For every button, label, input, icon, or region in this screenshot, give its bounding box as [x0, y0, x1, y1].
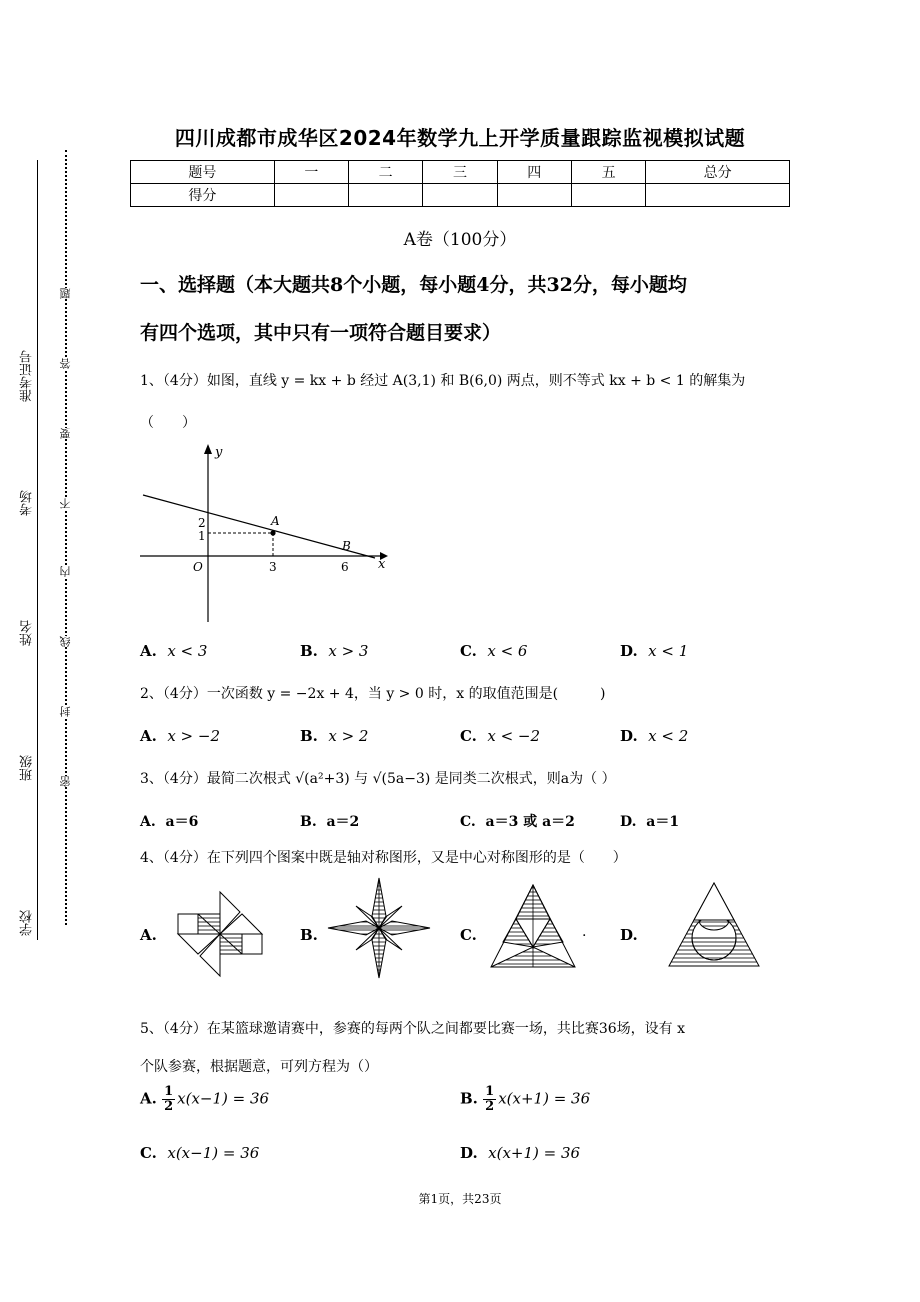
graph-x-label: x	[378, 557, 386, 572]
option-label: C.	[460, 642, 477, 660]
option-value: a＝2	[326, 814, 360, 830]
fraction-denominator: 2	[164, 1099, 174, 1114]
fraction-half	[162, 1085, 175, 1114]
sidebar-field-exam-id: 准考证号	[20, 350, 35, 402]
question-2-option-b[interactable]	[300, 727, 368, 745]
graph-y-label: y	[215, 445, 223, 460]
cut-char: 不	[59, 498, 72, 509]
score-table-row	[131, 184, 790, 207]
graph-tick-1: 1	[198, 529, 206, 543]
fraction-numerator: 1	[164, 1084, 174, 1099]
score-header-cell: 题号	[131, 161, 275, 184]
option-label: B.	[460, 1089, 478, 1108]
question-4-option-c[interactable]: C.	[460, 926, 477, 944]
score-header-cell: 二	[349, 161, 423, 184]
sidebar-field-room: 考场	[20, 490, 35, 516]
option-label: C.	[460, 727, 477, 745]
question-3-option-b[interactable]	[300, 811, 359, 831]
cut-char: 内	[59, 566, 72, 577]
question-3-stem: 3、（4分）最简二次根式 √(a²+3) 与 √(5a−3) 是同类二次根式，则a为（ ）	[140, 771, 616, 787]
option-label: D.	[620, 814, 637, 830]
cut-char: 线	[59, 636, 72, 647]
page-footer: 第1页，共23页	[418, 1192, 502, 1206]
option-value: x > 3	[328, 642, 369, 660]
question-1-option-a[interactable]	[140, 642, 207, 660]
question-2-option-c[interactable]	[460, 727, 540, 745]
score-header-cell: 五	[571, 161, 645, 184]
question-1-paren: （ ）	[140, 415, 196, 431]
option-label: D.	[620, 727, 638, 745]
question-1-graph	[135, 440, 395, 625]
cut-char: 答	[59, 358, 72, 369]
compass-star-figure	[326, 876, 432, 980]
option-value: x(x+1) = 36	[488, 1144, 581, 1162]
score-cell[interactable]	[274, 184, 348, 207]
sidebar-field-class: 班级	[20, 755, 35, 781]
score-cell[interactable]	[571, 184, 645, 207]
question-5-stem-line1: 5、（4分）在某篮球邀请赛中，参赛的每两个队之间都要比赛一场，共比赛36场，设有 x	[140, 1021, 685, 1037]
option-label: A.	[140, 642, 157, 660]
cut-char: 题	[59, 288, 72, 299]
option-label: B.	[300, 642, 318, 660]
section-heading-cont: 有四个选项，其中只有一项符合题目要求）	[140, 322, 502, 344]
option-value: x < 3	[167, 642, 208, 660]
option-label: B.	[300, 727, 318, 745]
option-label: C.	[460, 814, 476, 830]
option-value: x < −2	[487, 727, 541, 745]
score-row-label: 得分	[131, 184, 275, 207]
score-cell[interactable]	[423, 184, 497, 207]
option-value: x < 1	[648, 642, 689, 660]
score-table-header	[131, 161, 790, 184]
option-value: x < 2	[648, 727, 689, 745]
option-label: A.	[140, 727, 157, 745]
score-header-cell: 三	[423, 161, 497, 184]
option-label: B.	[300, 814, 317, 830]
cut-char: 封	[59, 706, 72, 717]
option-c-dot: .	[582, 924, 587, 940]
cut-char: 密	[59, 776, 72, 787]
question-4-stem: 4、（4分）在下列四个图案中既是轴对称图形，又是中心对称图形的是（ ）	[140, 850, 627, 866]
cut-char: 要	[59, 428, 72, 439]
option-label: D.	[620, 642, 638, 660]
option-label: D.	[460, 1144, 478, 1162]
question-4-option-b[interactable]: B.	[300, 926, 318, 944]
fraction-denominator: 2	[485, 1099, 495, 1114]
option-value: x(x+1) = 36	[498, 1089, 591, 1108]
section-juan: A卷（100分）	[403, 230, 517, 250]
question-3-option-c[interactable]	[460, 811, 575, 831]
question-1-option-d[interactable]	[620, 642, 688, 660]
option-label: C.	[140, 1144, 157, 1162]
score-cell[interactable]	[646, 184, 790, 207]
question-2-option-d[interactable]	[620, 727, 688, 745]
question-5-option-c[interactable]	[140, 1144, 259, 1162]
binding-line	[37, 160, 38, 940]
cut-line	[65, 150, 67, 925]
question-2-option-a[interactable]	[140, 727, 220, 745]
score-header-cell: 四	[497, 161, 571, 184]
graph-tick-6: 6	[341, 560, 349, 574]
option-value: a＝1	[646, 814, 680, 830]
triangle-figure-c	[488, 882, 578, 970]
question-5-stem-line2: 个队参赛，根据题意，可列方程为（）	[140, 1059, 378, 1075]
section-heading: 一、选择题（本大题共8个小题，每小题4分，共32分，每小题均	[140, 274, 687, 296]
option-value: a＝3 或 a＝2	[485, 814, 575, 830]
sidebar-field-school: 学校	[20, 910, 35, 936]
option-label: A.	[140, 814, 156, 830]
option-value: x(x−1) = 36	[177, 1089, 270, 1108]
option-value: x > 2	[328, 727, 369, 745]
fraction-half	[483, 1085, 496, 1114]
option-label: A.	[140, 1089, 157, 1108]
score-table	[130, 160, 790, 207]
question-5-option-d[interactable]	[460, 1144, 580, 1162]
question-1-option-b[interactable]	[300, 642, 368, 660]
question-1-option-c[interactable]	[460, 642, 527, 660]
score-header-cell: 一	[274, 161, 348, 184]
graph-tick-2: 2	[198, 516, 206, 530]
question-4-option-d[interactable]: D.	[620, 926, 638, 944]
question-3-option-d[interactable]	[620, 811, 679, 831]
option-value: x > −2	[167, 727, 221, 745]
sidebar-field-name: 姓名	[20, 620, 35, 646]
question-5-option-b[interactable]	[460, 1085, 590, 1114]
option-value: a＝6	[165, 814, 199, 830]
score-header-cell: 总分	[646, 161, 790, 184]
graph-tick-3: 3	[269, 560, 277, 574]
graph-origin: O	[193, 560, 203, 574]
question-1-stem: 1、（4分）如图，直线 y = kx + b 经过 A(3,1) 和 B(6,0) 两点，则不等式 kx + b < 1 的解集为	[140, 373, 746, 389]
question-2-stem: 2、（4分）一次函数 y = −2x + 4，当 y > 0 时，x 的取值范围是( )	[140, 686, 606, 702]
fraction-numerator: 1	[485, 1084, 495, 1099]
option-value: x(x−1) = 36	[167, 1144, 260, 1162]
option-value: x < 6	[487, 642, 528, 660]
pinwheel-figure	[168, 888, 272, 980]
page-title: 四川成都市成华区2024年数学九上开学质量跟踪监视模拟试题	[174, 126, 746, 150]
score-cell[interactable]	[349, 184, 423, 207]
score-cell[interactable]	[497, 184, 571, 207]
graph-point-A: A	[271, 514, 280, 528]
question-3-option-a[interactable]	[140, 811, 198, 831]
question-5-option-a[interactable]	[140, 1085, 269, 1114]
graph-point-B: B	[342, 539, 351, 553]
question-4-option-a[interactable]: A.	[140, 926, 157, 944]
triangle-circle-figure-d	[666, 880, 762, 970]
